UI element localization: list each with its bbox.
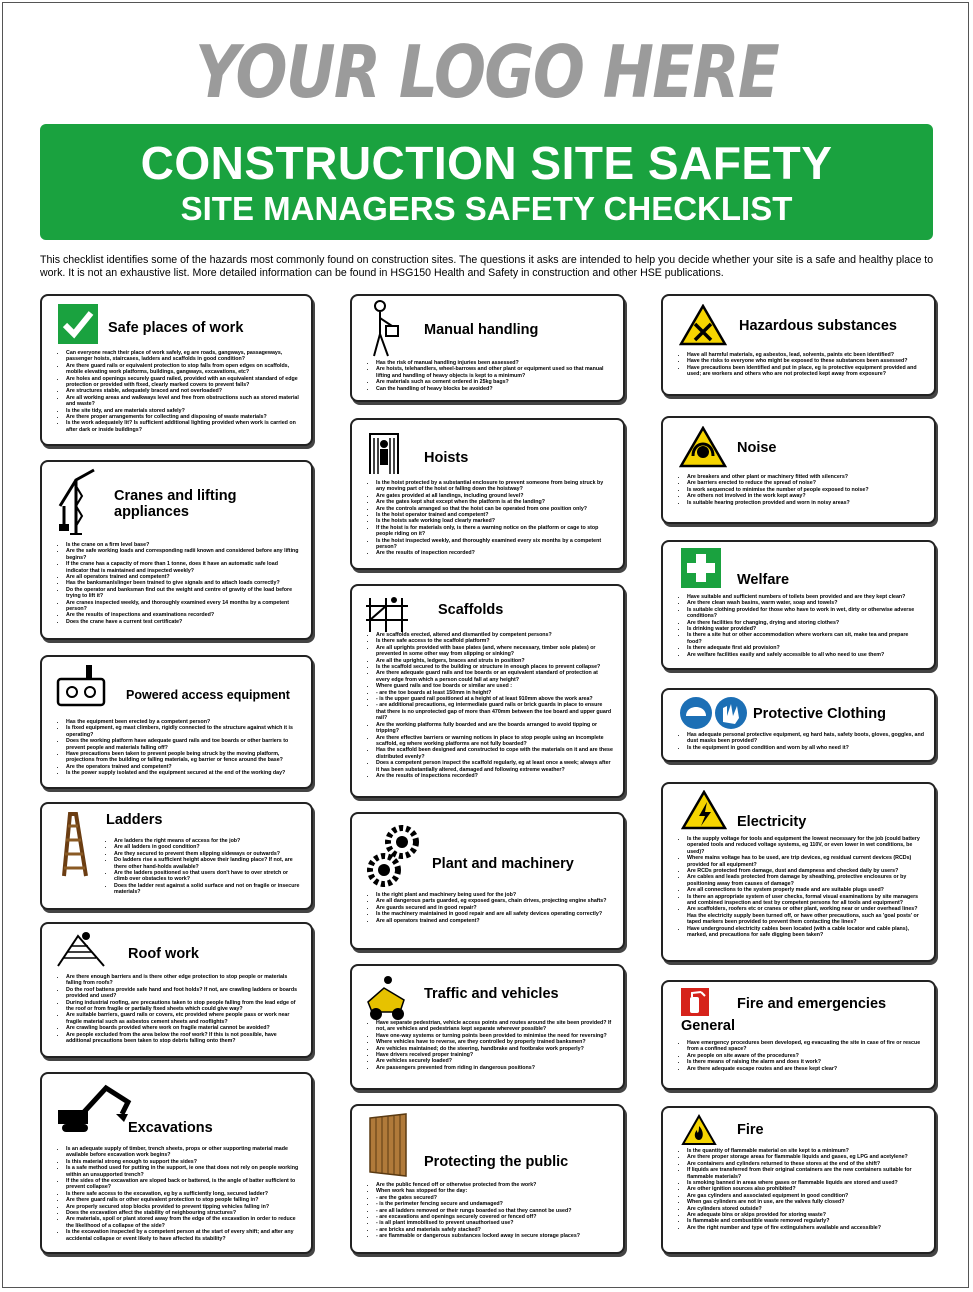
checklist-item: • Are all ladders in good condition? bbox=[114, 844, 301, 850]
checklist-item: • Are the right number and type of fire extinguishers available and accessible? bbox=[687, 1225, 924, 1231]
electric-warning-icon bbox=[681, 790, 727, 830]
excavator-icon bbox=[54, 1080, 134, 1136]
checklist-item: • Is the equipment in good condition and worn by all who need it? bbox=[687, 745, 924, 751]
checklist-item: • Has the scaffold been designed and constructed to cope with the materials on it and are these distributed evenly? bbox=[376, 747, 613, 760]
checklist-item: • Are adequate bins or skips provided for storing waste? bbox=[687, 1212, 924, 1218]
checklist-item: • Is the scaffold secured to the building or structure in enough places to prevent collapse? bbox=[376, 664, 613, 670]
ladder-icon bbox=[56, 812, 90, 878]
checklist-item: • Is the work adequately lit? Is sufficient additional lighting provided when work is carried on after dark or inside buildings? bbox=[66, 420, 301, 433]
checklist-item: • Are there guard rails or equivalent protection to stop falls from open edges on scaffolds, mobile elevating work platforms, buildings, gangways, excavations, etc? bbox=[66, 363, 301, 376]
checklist-item: • Are containers and cylinders returned to these stores at the end of the shift? bbox=[687, 1161, 924, 1167]
checklist bbox=[677, 594, 924, 658]
checklist-item: • Are structures stable, adequately braced and not overloaded? bbox=[66, 388, 301, 394]
checklist-item: • Are scaffolds erected, altered and dismantled by competent persons? bbox=[376, 632, 613, 638]
checklist-item: • Are suitable barriers, guard rails or covers, etc provided where people pass or work near fragile material such as asbestos cement sheets and rooflights? bbox=[66, 1012, 301, 1025]
section-title: Traffic and vehicles bbox=[424, 986, 559, 1002]
section-title: Fire bbox=[737, 1122, 764, 1138]
title-banner bbox=[40, 124, 933, 240]
flammable-warning-icon bbox=[681, 1114, 717, 1146]
checklist-item: • Have precautions been identified and put in place, eg is protective equipment provided and used; are workers and others who are not protected kept away from exposure? bbox=[687, 365, 924, 378]
checklist-item: • During industrial roofing, are precautions taken to stop people falling from the lead edge of the roof or from fragile or partially fixed sheets which could give way? bbox=[66, 1000, 301, 1013]
checklist-item: • Does the working platform have adequate guard rails and toe boards or other barriers to prevent people and materials falling off? bbox=[66, 738, 301, 751]
section-manual-handling bbox=[350, 294, 625, 402]
section-hoists bbox=[350, 418, 625, 570]
checklist-item: • - is the upper guard rail positioned at a height of at least 910mm above the work area? bbox=[376, 696, 613, 702]
checklist-item: • Is work sequenced to minimise the number of people exposed to noise? bbox=[687, 487, 924, 493]
checklist bbox=[366, 892, 613, 924]
harmful-warning-icon bbox=[679, 304, 727, 346]
checklist-item: • Are cylinders stored outside? bbox=[687, 1206, 924, 1212]
section-cranes bbox=[40, 460, 313, 640]
checklist-item: • Are the results of inspections recorded? bbox=[376, 773, 613, 779]
checklist-item: • Are there proper arrangements for collecting and disposing of waste materials? bbox=[66, 414, 301, 420]
checklist-item: • - are the toe boards at least 150mm in height? bbox=[376, 690, 613, 696]
checklist-item: • Are there adequate guard rails and toe boards or an equivalent standard of protection at every edge from which a person could fall at any height? bbox=[376, 670, 613, 683]
checklist-item: • Have precautions been taken to prevent people being struck by the moving platform, projections from the building or falling materials, eg barrier or fence around the base? bbox=[66, 751, 301, 764]
checklist-item: • Have emergency procedures been developed, eg evacuating the site in case of fire or rescue from a confined space? bbox=[687, 1040, 924, 1053]
section-fire bbox=[661, 1106, 936, 1254]
section-welfare bbox=[661, 540, 936, 670]
checklist-item: • Is the excavation inspected by a competent person at the start of every shift; and after any accidental collapse or event likely to have affected its stability? bbox=[66, 1229, 301, 1242]
checklist-item: • Is the hoist inspected weekly, and thoroughly examined every six months by a competent person? bbox=[376, 538, 613, 551]
crane-icon bbox=[56, 466, 100, 536]
checklist-item: • Have separate pedestrian, vehicle access points and routes around the site been provided? If not, are vehicles and pedestrians kept separate wherever possible? bbox=[376, 1020, 613, 1033]
checklist-item: • Is the crane on a firm level base? bbox=[66, 542, 301, 548]
checklist-item: • Does the crane have a current test certificate? bbox=[66, 619, 301, 625]
checklist-item: • - are the gates secured? bbox=[376, 1195, 613, 1201]
checklist-item: • Are other ignition sources also prohibited? bbox=[687, 1186, 924, 1192]
checklist-item: • - are flammable or dangerous substances locked away in secure storage places? bbox=[376, 1233, 613, 1239]
checklist-item: • Have the risks to everyone who might be exposed to these substances been assessed? bbox=[687, 358, 924, 364]
section-title: Safe places of work bbox=[108, 320, 244, 336]
hoist-icon bbox=[366, 424, 402, 476]
checklist-item: • Are vehicles maintained; do the steering, handbrake and footbrake work properly? bbox=[376, 1046, 613, 1052]
checklist-item: • Are vehicles securely loaded? bbox=[376, 1058, 613, 1064]
page-subtitle: SITE MANAGERS SAFETY CHECKLIST bbox=[180, 190, 793, 227]
checklist bbox=[56, 974, 301, 1044]
section-title: Welfare bbox=[737, 572, 790, 588]
checkmark-icon bbox=[58, 304, 98, 344]
checklist bbox=[677, 474, 924, 506]
first-aid-icon bbox=[681, 548, 721, 588]
section-title: Manual handling bbox=[424, 322, 539, 338]
section-roof-work bbox=[40, 922, 313, 1058]
checklist-item: • Is there adequate first aid provision? bbox=[687, 645, 924, 651]
checklist-item: • Can everyone reach their place of work safely, eg are roads, gangways, passageways, passenger hoists, staircases, ladders and scaffolds in good condition? bbox=[66, 350, 301, 363]
checklist-item: • Are hoists, telehandlers, wheel-barrows and other plant or equipment used so that manual lifting and handling of heavy objects is kept to a minimum? bbox=[376, 366, 613, 379]
checklist-item: • Is there means of raising the alarm and does it work? bbox=[687, 1059, 924, 1065]
checklist-item: • Do the operator and banksman find out the weight and centre of gravity of the load before trying to lift it? bbox=[66, 587, 301, 600]
checklist-item: • Is flammable and combustible waste removed regularly? bbox=[687, 1218, 924, 1224]
scaffold-icon bbox=[366, 594, 410, 634]
section-protecting-public bbox=[350, 1104, 625, 1254]
ear-protection-icon bbox=[679, 426, 727, 468]
checklist bbox=[56, 1146, 301, 1242]
checklist-item: • If the crane has a capacity of more than 1 tonne, does it have an automatic safe load indicator that is maintained and inspected weekly? bbox=[66, 561, 301, 574]
checklist-item: • Are cables and leads protected from damage by sheathing, protective enclosures or by positioning away from causes of damage? bbox=[687, 874, 924, 887]
checklist-item: • Have all harmful materials, eg asbestos, lead, solvents, paints etc been identified? bbox=[687, 352, 924, 358]
checklist-item: • Are breakers and other plant or machinery fitted with silencers? bbox=[687, 474, 924, 480]
checklist-item: • Have underground electricity cables been located (with a cable locator and cable plans), marked, and precautions for safe digging been taken? bbox=[687, 926, 924, 939]
checklist-item: • Is the supply voltage for tools and equipment the lowest necessary for the job (could battery operated tools and reduced voltage systems, eg 110V, or even lower in wet conditions, be used)? bbox=[687, 836, 924, 855]
checklist-item: • Is there safe access to the excavation, eg by a sufficiently long, secured ladder? bbox=[66, 1191, 301, 1197]
checklist-item: • Are gates provided at all landings, including ground level? bbox=[376, 493, 613, 499]
section-title: Roof work bbox=[128, 946, 199, 962]
checklist-item: • Are there guard rails or other equivalent protection to stop people falling in? bbox=[66, 1197, 301, 1203]
ppe-mandatory-icon bbox=[679, 696, 749, 730]
page-title: CONSTRUCTION SITE SAFETY bbox=[140, 137, 833, 189]
checklist-item: • Is suitable clothing provided for those who have to work in wet, dirty or otherwise adverse conditions? bbox=[687, 607, 924, 620]
checklist-item: • Are people excluded from the area below the roof work? If this is not possible, have additional precautions been taken to stop debris falling onto them? bbox=[66, 1032, 301, 1045]
checklist-item: • Are the operators trained and competent? bbox=[66, 764, 301, 770]
checklist bbox=[366, 1020, 613, 1071]
checklist-item: • If liquids are transferred from their original containers are the new containers suitable for flammable materials? bbox=[687, 1167, 924, 1180]
section-protective-clothing bbox=[661, 688, 936, 762]
checklist-item: • Are the controls arranged so that the hoist can be operated from one position only? bbox=[376, 506, 613, 512]
checklist-item: • Are the results of inspections and examinations recorded? bbox=[66, 612, 301, 618]
section-excavations bbox=[40, 1072, 313, 1254]
checklist-item: • Where vehicles have to reverse, are they controlled by properly trained banksmen? bbox=[376, 1039, 613, 1045]
section-safe-places bbox=[40, 294, 313, 446]
section-subtitle: General bbox=[681, 1018, 735, 1034]
checklist-item: • If the hoist is for materials only, is there a warning notice on the platform or cage to stop people riding on it? bbox=[376, 525, 613, 538]
lifting-person-icon bbox=[366, 300, 400, 358]
checklist-item: • Are there enough barriers and is there other edge protection to stop people or materials falling from roofs? bbox=[66, 974, 301, 987]
checklist-item: • Does a competent person inspect the scaffold regularly, eg at least once a week; always after it has been substantially altered, damaged and following extreme weather? bbox=[376, 760, 613, 773]
fire-extinguisher-icon bbox=[681, 988, 709, 1016]
checklist-item: • - are additional precautions, eg intermediate guard rails or brick guards in place to ensure that there is no unprotected gap of more than 470mm between the toe board and upper guard rail? bbox=[376, 702, 613, 721]
section-fire-emergencies bbox=[661, 980, 936, 1090]
checklist-item: • Are ladders the right means of access for the job? bbox=[114, 838, 301, 844]
checklist-item: • Has the banksman/slinger been trained to give signals and to attach loads correctly? bbox=[66, 580, 301, 586]
checklist-item: • - is all plant immobilised to prevent unauthorised use? bbox=[376, 1220, 613, 1226]
checklist-item: • Are cranes inspected weekly, and thoroughly examined every 14 months by a competent person? bbox=[66, 600, 301, 613]
checklist-item: • Are materials, spoil or plant stored away from the edge of the excavation in order to reduce the likelihood of a collapse of the side? bbox=[66, 1216, 301, 1229]
section-hazardous-substances bbox=[661, 294, 936, 396]
section-title: Noise bbox=[737, 440, 777, 456]
checklist bbox=[677, 352, 924, 378]
checklist-item: • Are materials such as cement ordered in 25kg bags? bbox=[376, 379, 613, 385]
checklist bbox=[677, 1148, 924, 1231]
section-title: Protective Clothing bbox=[753, 706, 886, 722]
checklist bbox=[56, 542, 301, 625]
checklist-item: • Has the risk of manual handling injuries been assessed? bbox=[376, 360, 613, 366]
checklist-item: • When gas cylinders are not in use, are the valves fully closed? bbox=[687, 1199, 924, 1205]
checklist-item: • Are there facilities for changing, drying and storing clothes? bbox=[687, 620, 924, 626]
dumper-truck-icon bbox=[364, 972, 410, 1022]
checklist-item: • Are all connections to the system properly made and are suitable plugs used? bbox=[687, 887, 924, 893]
section-traffic-vehicles bbox=[350, 964, 625, 1090]
section-title: Scaffolds bbox=[438, 602, 504, 618]
section-title: Plant and machinery bbox=[432, 856, 574, 872]
checklist-item: • Have one-way systems or turning points been provided to minimise the need for reversing? bbox=[376, 1033, 613, 1039]
checklist-item: • Are all dangerous parts guarded, eg exposed gears, chain drives, projecting engine shafts? bbox=[376, 898, 613, 904]
checklist-item: • Is suitable hearing protection provided and worn in noisy areas? bbox=[687, 500, 924, 506]
section-title: Powered access equipment bbox=[126, 688, 290, 702]
checklist-item: • Has the equipment been erected by a competent person? bbox=[66, 719, 301, 725]
checklist-item: • Are they secured to prevent them slipping sideways or outwards? bbox=[114, 851, 301, 857]
checklist bbox=[677, 1040, 924, 1072]
checklist-item: • Is fixed equipment, eg mast climbers, rigidly connected to the structure against which it is operating? bbox=[66, 725, 301, 738]
checklist-item: • Have drivers received proper training? bbox=[376, 1052, 613, 1058]
checklist-item: • Do ladders rise a sufficient height above their landing place? If not, are there other hand-holds available? bbox=[114, 857, 301, 870]
checklist-item: • Is a safe method used for putting in the support, ie one that does not rely on people working within an unsupported trench? bbox=[66, 1165, 301, 1178]
checklist-item: • Is an adequate supply of timber, trench sheets, props or other supporting material made available before excavation work begins? bbox=[66, 1146, 301, 1159]
section-title: Excavations bbox=[128, 1120, 213, 1136]
checklist-item: • Are the safe working loads and corresponding radii known and considered before any lifting begins? bbox=[66, 548, 301, 561]
checklist bbox=[56, 350, 301, 433]
checklist-item: • Where guard rails and toe boards or similar are used : bbox=[376, 683, 613, 689]
checklist bbox=[677, 836, 924, 939]
checklist bbox=[677, 732, 924, 751]
section-title: Electricity bbox=[737, 814, 807, 830]
roof-worker-icon bbox=[56, 930, 106, 970]
checklist-item: • Are scaffolders, roofers etc or cranes or other plant, working near or under overhead lines? Has the electricity supply been turned off, or have other precautions, such as 'goal posts' or taped markers been provided to prevent them contacting the lines? bbox=[687, 906, 924, 925]
checklist-item: • Are gas cylinders and associated equipment in good condition? bbox=[687, 1193, 924, 1199]
checklist-item: • Are the working platforms fully boarded and are the boards arranged to avoid tipping or tripping? bbox=[376, 722, 613, 735]
checklist-item: • Is the quantity of flammable material on site kept to a minimum? bbox=[687, 1148, 924, 1154]
checklist-item: • Are RCDs protected from damage, dust and dampness and checked daily by users? bbox=[687, 868, 924, 874]
checklist bbox=[366, 632, 613, 779]
checklist-item: • Are the gates kept shut except when the platform is at the landing? bbox=[376, 499, 613, 505]
checklist-item: • Are the ladders positioned so that users don't have to over stretch or climb over obstacles to work? bbox=[114, 870, 301, 883]
checklist-item: • Is smoking banned in areas where gases or flammable liquids are stored and used? bbox=[687, 1180, 924, 1186]
checklist-item: • Have suitable and sufficient numbers of toilets been provided and are they kept clean? bbox=[687, 594, 924, 600]
checklist-item: • Are all operators trained and competent? bbox=[66, 574, 301, 580]
checklist-item: • Are all operators trained and competent? bbox=[376, 918, 613, 924]
logo-placeholder: YOUR LOGO HERE bbox=[195, 30, 778, 114]
section-scaffolds bbox=[350, 584, 625, 798]
checklist-item: • Are all working areas and walkways level and free from obstructions such as stored material and waste? bbox=[66, 395, 301, 408]
checklist-item: • Is the hoists safe working load clearly marked? bbox=[376, 518, 613, 524]
checklist-item: • Where mains voltage has to be used, are trip devices, eg residual current devices (RCDs) provided for all equipment? bbox=[687, 855, 924, 868]
checklist-item: • Are all uprights provided with base plates (and, where necessary, timber sole plates) or prevented in some other way from slipping or sinking? bbox=[376, 645, 613, 658]
checklist-item: • Is there safe access to the scaffold platform? bbox=[376, 638, 613, 644]
checklist-item: • - are excavations and openings securely covered or fenced off? bbox=[376, 1214, 613, 1220]
checklist-item: • Is the hoist protected by a substantial enclosure to prevent someone from being struck by any moving part of the hoist or falling down the hoistway? bbox=[376, 480, 613, 493]
checklist-item: • Are there adequate escape routes and are these kept clear? bbox=[687, 1066, 924, 1072]
power-socket-icon bbox=[56, 663, 106, 707]
checklist-item: • Are people on site aware of the procedures? bbox=[687, 1053, 924, 1059]
checklist-item: • - is the perimeter fencing secure and undamaged? bbox=[376, 1201, 613, 1207]
checklist-item: • Has adequate personal protective equipment, eg hard hats, safety boots, gloves, goggles, and dust masks been provided? bbox=[687, 732, 924, 745]
section-title: Hazardous substances bbox=[739, 318, 897, 334]
intro-text: This checklist identifies some of the hazards most commonly found on construction sites. The questions it asks are intended to help you decide whether your site is a safe and healthy place to work. It is not an exhaustive list. More detailed information can be found in HSG150 Health and Safety in construction and other HSE publications. bbox=[40, 254, 934, 279]
section-title: Ladders bbox=[106, 812, 163, 828]
section-title: Cranes and lifting appliances bbox=[114, 488, 237, 520]
checklist bbox=[366, 1182, 613, 1240]
checklist-item: • Are there clean wash basins, warm water, soap and towels? bbox=[687, 600, 924, 606]
checklist-item: • - are all ladders removed or their rungs boarded so that they cannot be used? bbox=[376, 1208, 613, 1214]
section-plant-machinery bbox=[350, 812, 625, 950]
checklist bbox=[104, 838, 301, 896]
section-noise bbox=[661, 416, 936, 524]
fence-icon bbox=[366, 1112, 410, 1178]
checklist-item: • Is the site tidy, and are materials stored safely? bbox=[66, 408, 301, 414]
gears-icon bbox=[364, 822, 424, 890]
checklist-item: • Can the handling of heavy blocks be avoided? bbox=[376, 386, 613, 392]
checklist-item: • When work has stopped for the day: bbox=[376, 1188, 613, 1194]
checklist-item: • Are barriers erected to reduce the spread of noise? bbox=[687, 480, 924, 486]
checklist-item: • Is this material strong enough to support the sides? bbox=[66, 1159, 301, 1165]
checklist-item: • Are all the uprights, ledgers, braces and struts in position? bbox=[376, 658, 613, 664]
section-electricity bbox=[661, 782, 936, 962]
checklist-item: • Are guards secured and in good repair? bbox=[376, 905, 613, 911]
checklist-item: • Are holes and openings securely guard railed, provided with an equivalent standard of edge protection or provided with fixed, clearly marked covers to prevent falls? bbox=[66, 376, 301, 389]
checklist-item: • Are the results of inspection recorded? bbox=[376, 550, 613, 556]
checklist-item: • Are there effective barriers or warning notices in place to stop people using an incomplete scaffold, eg where working platforms are not fully boarded? bbox=[376, 735, 613, 748]
checklist-item: • Are there proper storage areas for flammable liquids and gases, eg LPG and acetylene? bbox=[687, 1154, 924, 1160]
checklist-item: • Does the excavation affect the stability of neighbouring structures? bbox=[66, 1210, 301, 1216]
checklist-item: • Is the machinery maintained in good repair and are all safety devices operating correctly? bbox=[376, 911, 613, 917]
checklist bbox=[366, 480, 613, 557]
checklist-item: • Do the roof battens provide safe hand and foot holds? If not, are crawling ladders or boards provided and used? bbox=[66, 987, 301, 1000]
checklist bbox=[56, 719, 301, 777]
checklist-item: • Is the hoist operator trained and competent? bbox=[376, 512, 613, 518]
section-title: Hoists bbox=[424, 450, 469, 466]
checklist-item: • Are welfare facilities easily and safely accessible to all who need to use them? bbox=[687, 652, 924, 658]
checklist-item: • Does the ladder rest against a solid surface and not on fragile or insecure materials? bbox=[114, 883, 301, 896]
section-ladders bbox=[40, 802, 313, 910]
checklist bbox=[366, 360, 613, 392]
checklist-item: • Is the right plant and machinery being used for the job? bbox=[376, 892, 613, 898]
section-powered-access bbox=[40, 655, 313, 789]
section-title: Protecting the public bbox=[424, 1154, 569, 1170]
checklist-item: • Are passengers prevented from riding in dangerous positions? bbox=[376, 1065, 613, 1071]
checklist-item: • Is there a site hut or other accommodation where workers can sit, make tea and prepare food? bbox=[687, 632, 924, 645]
checklist-item: • If the sides of the excavation are sloped back or battered, is the angle of batter sufficient to prevent collapse? bbox=[66, 1178, 301, 1191]
checklist-item: • Are properly secured stop blocks provided to prevent tipping vehicles falling in? bbox=[66, 1204, 301, 1210]
checklist-item: • Are crawling boards provided where work on fragile material cannot be avoided? bbox=[66, 1025, 301, 1031]
checklist-item: • - are bricks and materials safely stacked? bbox=[376, 1227, 613, 1233]
checklist-item: • Is the power supply isolated and the equipment secured at the end of the working day? bbox=[66, 770, 301, 776]
checklist-item: • Is there an appropriate system of user checks, formal visual examinations by site managers and combined inspection and test by competent persons for all tools and equipment? bbox=[687, 894, 924, 907]
checklist-item: • Are the public fenced off or otherwise protected from the work? bbox=[376, 1182, 613, 1188]
checklist-item: • Is drinking water provided? bbox=[687, 626, 924, 632]
section-title: Fire and emergencies bbox=[737, 996, 887, 1012]
checklist-item: • Are others not involved in the work kept away? bbox=[687, 493, 924, 499]
